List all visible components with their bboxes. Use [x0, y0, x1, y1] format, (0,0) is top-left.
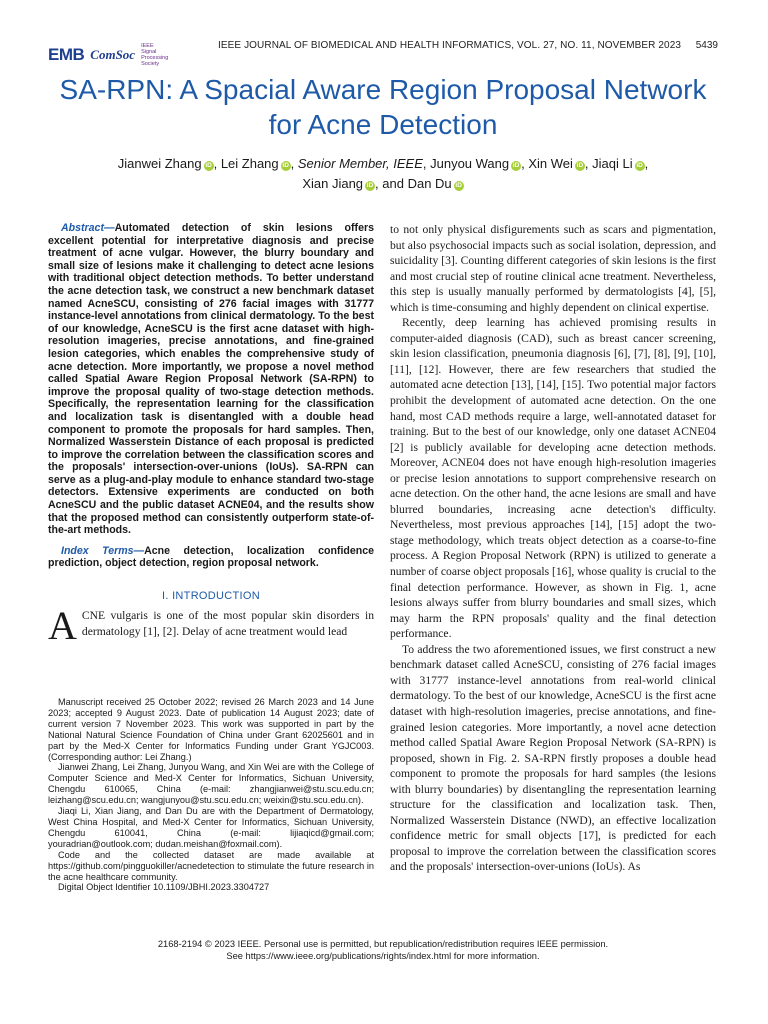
drop-cap: A	[48, 603, 77, 649]
author-name: Xin Wei	[528, 156, 573, 171]
orcid-icon[interactable]: iD	[636, 162, 643, 169]
author-name: Xian Jiang	[302, 176, 364, 191]
author-name: Lei Zhang	[220, 156, 279, 171]
footnote-manuscript: Manuscript received 25 October 2022; revised 26 March 2023 and 14 June 2023; accepted 9 August 2023. Date of publication 14 August 2023; date of current version 7 November 2023. This work was supported in part by the National Natural Science Foundation of China under Grant 62025601 and in part by the Med-X Center for Informatics Funding under Grant YGJC003. (Corresponding author: Lei Zhang.)	[48, 697, 374, 762]
author-membership: Senior Member, IEEE	[297, 156, 423, 171]
index-terms-lead: Index Terms—	[61, 544, 145, 557]
body-paragraph: Recently, deep learning has achieved promising results in computer-aided diagnosis (CAD), such as breast cancer screening, skin lesion classification, pneumonia diagnosis [6], [7], [8], [9], [10], [11], [12]. However, there are few researchers that studied the automated acne detection [13], [14], [15]. Two potential major factors prohibit the development of automated acne detection. On the one hand, most CAD methods require a large, well-annotated dataset for training. But to the best of our knowledge, only one dataset ACNE04 [2] is publicly available for developing acne detection methods. Moreover, ACNE04 does not have enough high-resolution imageries or precise lesion annotations to support comprehensive research on acne detection. On the other hand, the acne lesions are small and have blurred boundaries, increasing acne detection's difficulty. Nevertheless, most previous approaches [14], [15] adopt the two-stage methodology, which treats object detection as a coarse-to-fine process. A Region Proposal Network (RPN) is utilized to generate a number of coarse object proposals [16], whose quality is crucial to the final detection performance. However, as shown in Fig. 1, acne lesions always suffer from blurry boundaries and small sizes, which may harm the RPN proposals' quality and the final detection performance.	[390, 316, 716, 641]
introduction-text: CNE vulgaris is one of the most popular skin disorders in dermatology [1], [2]. Delay of acne treatment would lead	[81, 609, 374, 638]
copyright-footer	[48, 939, 718, 962]
orcid-icon[interactable]: iD	[512, 162, 520, 169]
author-name: Jiaqi Li	[592, 156, 633, 171]
footnote-affiliation-1: Jianwei Zhang, Lei Zhang, Junyou Wang, and Xin Wei are with the College of Computer Science and Med-X Center for Informatics, Sichuan University, Chengdu 610065, China (e-mail: zhangjianwei@stu.scu.edu.cn; leizhang@scu.edu.cn; wangjunyou@stu.scu.edu.cn; weixin@stu.scu.edu.cn).	[48, 762, 374, 806]
section-heading-introduction: I. INTRODUCTION	[162, 590, 260, 603]
abstract-lead: Abstract—	[61, 222, 115, 234]
journal-running-head: IEEE JOURNAL OF BIOMEDICAL AND HEALTH INFORMATICS, VOL. 27, NO. 11, NOVEMBER 2023	[218, 40, 682, 51]
abstract	[48, 222, 374, 537]
left-column	[48, 222, 375, 649]
signal-processing-logo: IEEE Signal Processing Society	[141, 43, 169, 67]
rights-url-line[interactable]: See https://www.ieee.org/publications/rights/index.html for more information.	[226, 950, 540, 961]
abstract-text: Automated detection of skin lesions offers excellent potential for interpretative diagnosis and precise treatment of acne vulgar. However, the blurry boundary and small size of lesions make it challenging to detect acne lesions with traditional object detection methods. To better understand the acne detection task, we construct a new benchmark dataset named AcneSCU, consisting of 276 facial images with 31777 instance-level annotations from clinical dermatology. To the best of our knowledge, AcneSCU is the first acne dataset with high-resolution imageries, precise annotations, and fine-grained lesion categories, which enables the comprehensive study of acne detection. More importantly, we propose a novel method called Spatial Aware Region Proposal Network (SA-RPN) to improve the proposal quality of two-stage detection methods. Specifically, the representation learning for the classification and localization task is disentangled with a double head component to promote the proposals for hard samples. Then, Normalized Wasserstein Distance of each proposal is predicted to improve the correlation between the classification scores and the proposals' intersection-over-unions (IoUs). SA-RPN can serve as a plug-and-play module to enhance standard two-stage detectors. Extensive experiments are conducted on both AcneSCU and the public dataset ACNE04, and the results show that the proposed method can consistently outperform state-of-the-art methods.	[48, 222, 374, 537]
paper-title: SA-RPN: A Spacial Aware Region Proposal Network for Acne Detection	[59, 74, 707, 140]
author-name: Junyou Wang	[430, 156, 510, 171]
orcid-icon[interactable]: iD	[576, 162, 584, 169]
body-paragraph: to not only physical disfigurements such as scars and pigmentation, but also psychosocial impacts such as social isolation, depression, and suicidality [3]. Counting different categories of skin lesions is the first and most crucial step of routine clinical acne treatment. Nevertheless, this step is usually manually performed by dermatologists [4], [5], which is time-consuming and highly dependent on clinical expertise.	[390, 223, 716, 314]
author-name: Jianwei Zhang	[117, 156, 202, 171]
author-name: Dan Du	[407, 176, 452, 191]
copyright-line: 2168-2194 © 2023 IEEE. Personal use is permitted, but republication/redistribution requires IEEE permission.	[157, 939, 609, 949]
index-terms	[48, 545, 374, 570]
index-terms-text: Acne detection, localization confidence prediction, object detection, region proposal network.	[48, 544, 375, 570]
body-paragraph: To address the two aforementioned issues, we first construct a new benchmark dataset called AcneSCU, consisting of 276 facial images with 31777 instance-level annotations from real-world clinical dermatology. To the best of our knowledge, AcneSCU is the first acne dataset with high-resolution imageries, precise annotations, and fine-grained lesion categories. More importantly, a novel acne detection method called Spatial Aware Region Proposal Network (SA-RPN) is proposed, shown in Fig. 2. SA-RPN firstly proposes a double head component to promote the proposals for hard samples (the lesions with blurry boundaries) by disentangling the representation learning structure for the classification and localization task. Then, Normalized Wasserstein Distance (NWD), an effective localization confidence metric for small objects [17], is predicted for each proposal to improve the correlation between the classification scores and the proposals' intersection-over-unions (IoUs). As	[390, 642, 716, 874]
footnote-doi: Digital Object Identifier 10.1109/JBHI.2023.3304727	[58, 882, 270, 893]
orcid-icon[interactable]: iD	[455, 182, 462, 189]
footnote-code-link[interactable]: Code and the collected dataset are made available at https://github.com/pingguokiller/acnedetection to stimulate the future research in the acne healthcare community.	[48, 849, 374, 882]
page-header	[48, 36, 718, 72]
publisher-logos	[48, 40, 167, 70]
first-page-footnote	[48, 697, 374, 893]
footnote-affiliation-2: Jiaqi Li, Xian Jiang, and Dan Du are with the Department of Dermatology, West China Hospital, and Med-X Center for Informatics, Sichuan University, Chengdu 610041, China (e-mail: lijiaqicd@gmail.com; youradrian@outlook.com; dudan.meishan@foxmail.com).	[48, 806, 374, 849]
emb-logo: EMB	[48, 45, 85, 64]
author-list: Jianwei Zhang iD , Lei Zhang iD , Senior Member, IEEE, Junyou Wang iD , Xin Wei iD , Jiaqi Li iD , Xian Jiang iD , and Dan Du iD	[117, 156, 649, 191]
introduction-opening	[48, 603, 374, 649]
orcid-icon[interactable]: iD	[205, 162, 212, 169]
right-column	[390, 222, 716, 875]
orcid-icon[interactable]: iD	[282, 162, 289, 169]
comsoc-logo: ComSoc	[90, 47, 136, 62]
orcid-icon[interactable]: iD	[366, 182, 374, 189]
page-number: 5439	[695, 40, 718, 51]
